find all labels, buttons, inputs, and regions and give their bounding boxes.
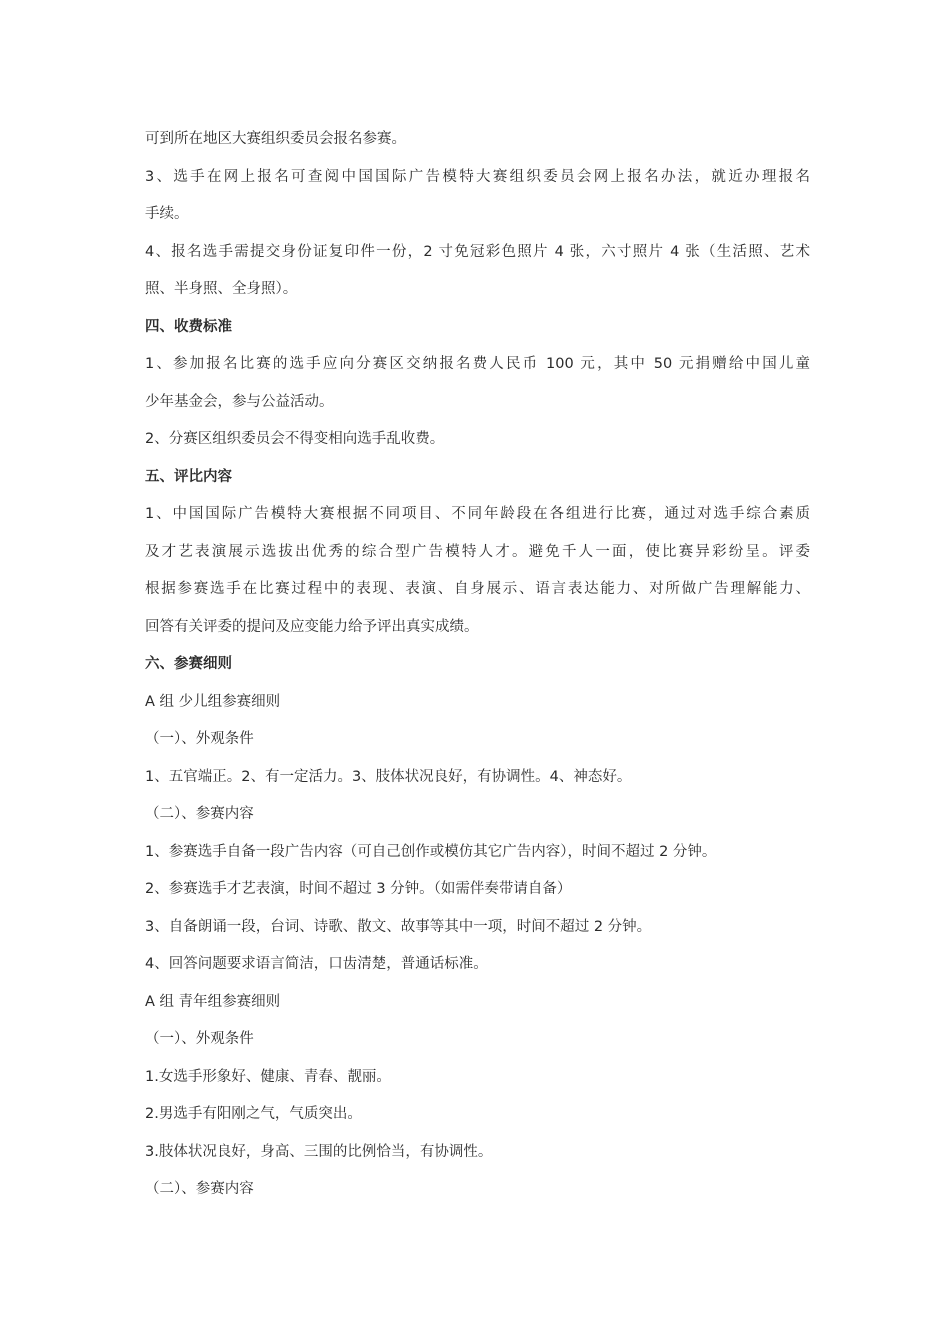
paragraph-line: 3.肢体状况良好，身高、三围的比例恰当，有协调性。 — [145, 1143, 493, 1160]
paragraph-line: 3、自备朗诵一段，台词、诗歌、散文、故事等其中一项，时间不超过 2 分钟。 — [145, 918, 652, 935]
paragraph-line: 1、参加报名比赛的选手应向分赛区交纳报名费人民币 100 元，其中 50 元捐赠给中国儿童 — [145, 356, 810, 372]
document-body — [145, 121, 810, 1209]
paragraph-line: 及才艺表演展示选拔出优秀的综合型广告模特人才。避免千人一面，使比赛异彩纷呈。评委 — [145, 543, 810, 560]
paragraph-line: 少年基金会，参与公益活动。 — [145, 393, 334, 410]
paragraph-line: 4、回答问题要求语言简洁，口齿清楚，普通话标准。 — [145, 956, 488, 972]
paragraph-line: （一）、外观条件 — [145, 731, 254, 747]
paragraph-line: A 组 少儿组参赛细则 — [145, 693, 281, 710]
paragraph-line: 3、选手在网上报名可查阅中国国际广告模特大赛组织委员会网上报名办法，就近办理报名 — [145, 168, 810, 185]
paragraph-line: 2、参赛选手才艺表演，时间不超过 3 分钟。（如需伴奏带请自备） — [145, 881, 572, 897]
paragraph-line: （二）、参赛内容 — [145, 1181, 254, 1197]
paragraph-line: 2.男选手有阳刚之气，气质突出。 — [145, 1106, 362, 1122]
paragraph-line: 1、中国国际广告模特大赛根据不同项目、不同年龄段在各组进行比赛，通过对选手综合素质 — [145, 506, 810, 522]
paragraph-line: 4、报名选手需提交身份证复印件一份，2 寸免冠彩色照片 4 张，六寸照片 4 张（生活照、艺术 — [145, 243, 810, 260]
paragraph-line: （一）、外观条件 — [145, 1031, 254, 1047]
section-heading: 四、收费标准 — [145, 318, 232, 335]
paragraph-line: 回答有关评委的提问及应变能力给予评出真实成绩。 — [145, 618, 479, 635]
paragraph-line: 1、参赛选手自备一段广告内容（可自己创作或模仿其它广告内容），时间不超过 2 分钟。 — [145, 843, 717, 860]
paragraph-line: 可到所在地区大赛组织委员会报名参赛。 — [145, 131, 406, 147]
paragraph-line: 照、半身照、全身照）。 — [145, 281, 298, 297]
paragraph-line: A 组 青年组参赛细则 — [145, 993, 281, 1010]
section-heading: 六、参赛细则 — [145, 656, 232, 672]
section-heading: 五、评比内容 — [145, 468, 232, 485]
paragraph-line: 1、五官端正。2、有一定活力。3、肢体状况良好，有协调性。4、神态好。 — [145, 768, 632, 785]
paragraph-line: （二）、参赛内容 — [145, 806, 254, 822]
paragraph-line: 手续。 — [145, 206, 189, 222]
paragraph-line: 1.女选手形象好、健康、青春、靓丽。 — [145, 1068, 391, 1085]
paragraph-line: 根据参赛选手在比赛过程中的表现、表演、自身展示、语言表达能力、对所做广告理解能力、 — [145, 581, 810, 597]
paragraph-line: 2、分赛区组织委员会不得变相向选手乱收费。 — [145, 431, 445, 447]
